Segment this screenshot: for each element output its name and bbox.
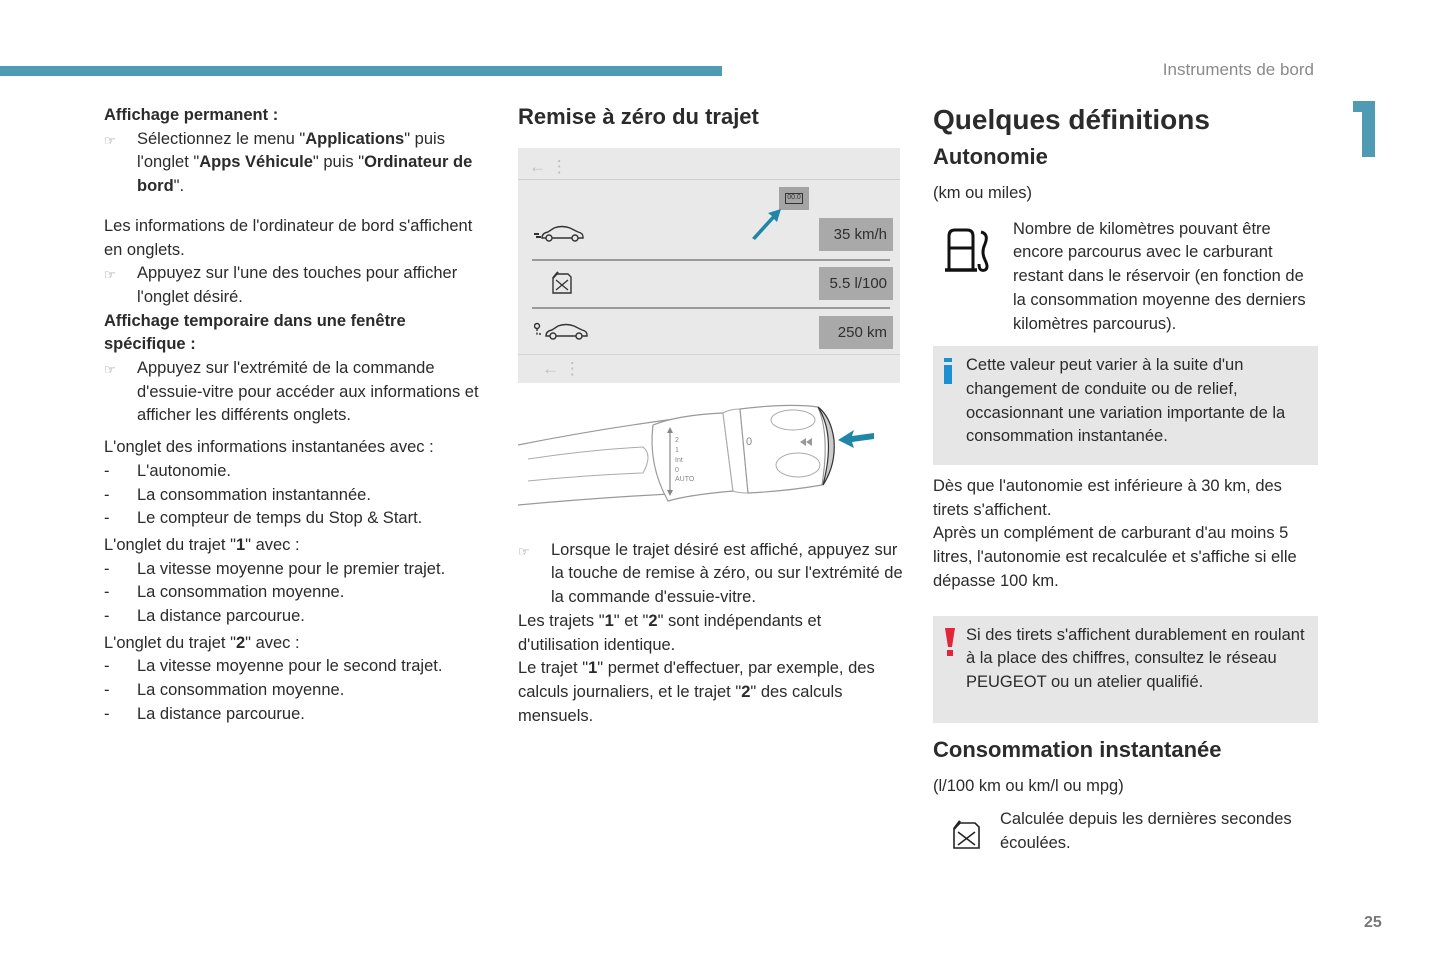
right-column (933, 104, 1318, 868)
fuel-pump-icon (943, 224, 995, 276)
list-item: - Le compteur de temps du Stop & Start. (104, 509, 423, 528)
warning-note: Si des tirets s'affichent durablement en roulant à la place des chiffres, consultez le réseau PEUGEOT ou un atelier qualifié. (933, 616, 1318, 723)
header-accent-bar (0, 66, 722, 76)
wiper-stalk-illustration (518, 395, 900, 513)
instant-definition (933, 808, 1318, 858)
svg-text:Int: Int (675, 457, 683, 464)
instant-unit: (l/100 km ou km/l ou mpg) (933, 776, 1124, 795)
list-item: - La distance parcourue. (104, 704, 305, 723)
list-item: - La consommation instantannée. (104, 485, 371, 504)
info-note: Cette valeur peut varier à la suite d'un changement de conduite ou de relief, occasionnant une variation importante de la consommation instantanée. (933, 346, 1318, 465)
svg-text:2: 2 (675, 437, 679, 444)
svg-text:1: 1 (675, 447, 679, 454)
running-head: Instruments de bord (1162, 60, 1314, 79)
dashes-text: Dès que l'autonomie est inférieure à 30 km, des tirets s'affichent. (933, 477, 1282, 519)
list-item: - L'autonomie. (104, 461, 231, 480)
section-title-reset: Remise à zéro du trajet (518, 104, 759, 129)
autonomy-unit: (km ou miles) (933, 184, 1033, 202)
chapter-number-badge (1351, 101, 1375, 157)
back-arrow-icon: ← ⋮ (529, 157, 568, 176)
trip2-intro: L'onglet du trajet "2" avec : (104, 633, 300, 652)
trip-computer-screen (518, 148, 900, 383)
avg-speed-value: 35 km/h (819, 218, 893, 251)
recalc-text: Après un complément de carburant d'au moins 5 litres, l'autonomie est recalculée et s'affiche si elle dépasse 100 km. (933, 524, 1297, 590)
warning-exclamation-icon (944, 628, 956, 656)
trip1-intro: L'onglet du trajet "1" avec : (104, 535, 300, 554)
step-reset-trip: ☞ Lorsque le trajet désiré est affiché, appuyez sur la touche de remise à zéro, ou sur l'extrémité de la commande d'essuie-vitre. (518, 539, 903, 610)
heading-permanent: Affichage permanent : (104, 106, 279, 124)
pointing-hand-icon: ☞ (104, 132, 116, 148)
reset-button[interactable]: 00.0 (779, 187, 809, 210)
fuel-can-icon (550, 269, 574, 295)
pointer-arrow-icon (748, 206, 784, 242)
fuel-can-icon (951, 818, 981, 850)
svg-text:0: 0 (746, 436, 753, 448)
car-distance-icon (534, 322, 590, 342)
heading-instant-consumption: Consommation instantanée (933, 736, 1222, 762)
list-item: - La vitesse moyenne pour le premier trajet. (104, 559, 446, 578)
heading-autonomy: Autonomie (933, 144, 1048, 169)
section-title-definitions: Quelques définitions (933, 104, 1210, 135)
pointing-hand-icon: ☞ (104, 267, 116, 283)
back-arrow-icon: ← ⋮ (542, 359, 581, 378)
instant-description: Calculée depuis les dernières secondes écoulées. (1000, 810, 1292, 853)
heading-temporary: Affichage temporaire dans une fenêtre spécifique : (104, 311, 406, 354)
page-number: 25 (1364, 914, 1382, 931)
step-press-key: ☞ Appuyez sur l'une des touches pour afficher l'onglet désiré. (104, 262, 489, 309)
svg-text:AUTO: AUTO (675, 476, 695, 483)
distance-value: 250 km (819, 316, 893, 349)
list-item: - La consommation moyenne. (104, 583, 345, 602)
step-press-stalk: ☞ Appuyez sur l'extrémité de la commande d'essuie-vitre pour accéder aux informations et afficher les différents onglets. (104, 357, 489, 428)
trips-independent-text: Les trajets "1" et "2" sont indépendants et d'utilisation identique. (518, 611, 822, 654)
svg-text:0: 0 (675, 467, 679, 474)
instant-tab-intro: L'onglet des informations instantanées avec : (104, 438, 434, 457)
list-item: - La vitesse moyenne pour le second trajet. (104, 657, 443, 676)
autonomy-description: Nombre de kilomètres pouvant être encore parcourus avec le carburant restant dans le réservoir (en fonction de la consommation moyenne des derniers kilomètres parcourus). (1013, 219, 1306, 333)
pointing-hand-icon: ☞ (104, 362, 116, 378)
list-item: - La distance parcourue. (104, 607, 305, 626)
car-speed-icon (534, 224, 586, 244)
list-item: - La consommation moyenne. (104, 681, 345, 700)
left-column (104, 104, 489, 727)
autonomy-definition (933, 218, 1318, 337)
info-icon (943, 358, 953, 384)
middle-column (518, 104, 903, 728)
info-tabs-text: Les informations de l'ordinateur de bord s'affichent en onglets. (104, 216, 473, 259)
avg-consumption-value: 5.5 l/100 (819, 267, 893, 300)
pointing-hand-icon: ☞ (518, 543, 530, 559)
step-select-menu: ☞ Sélectionnez le menu "Applications" puis l'onglet "Apps Véhicule" puis "Ordinateur de bord". (104, 128, 489, 199)
trips-example-text: Le trajet "1" permet d'effectuer, par exemple, des calculs journaliers, et le trajet "2" des calculs mensuels. (518, 659, 875, 725)
